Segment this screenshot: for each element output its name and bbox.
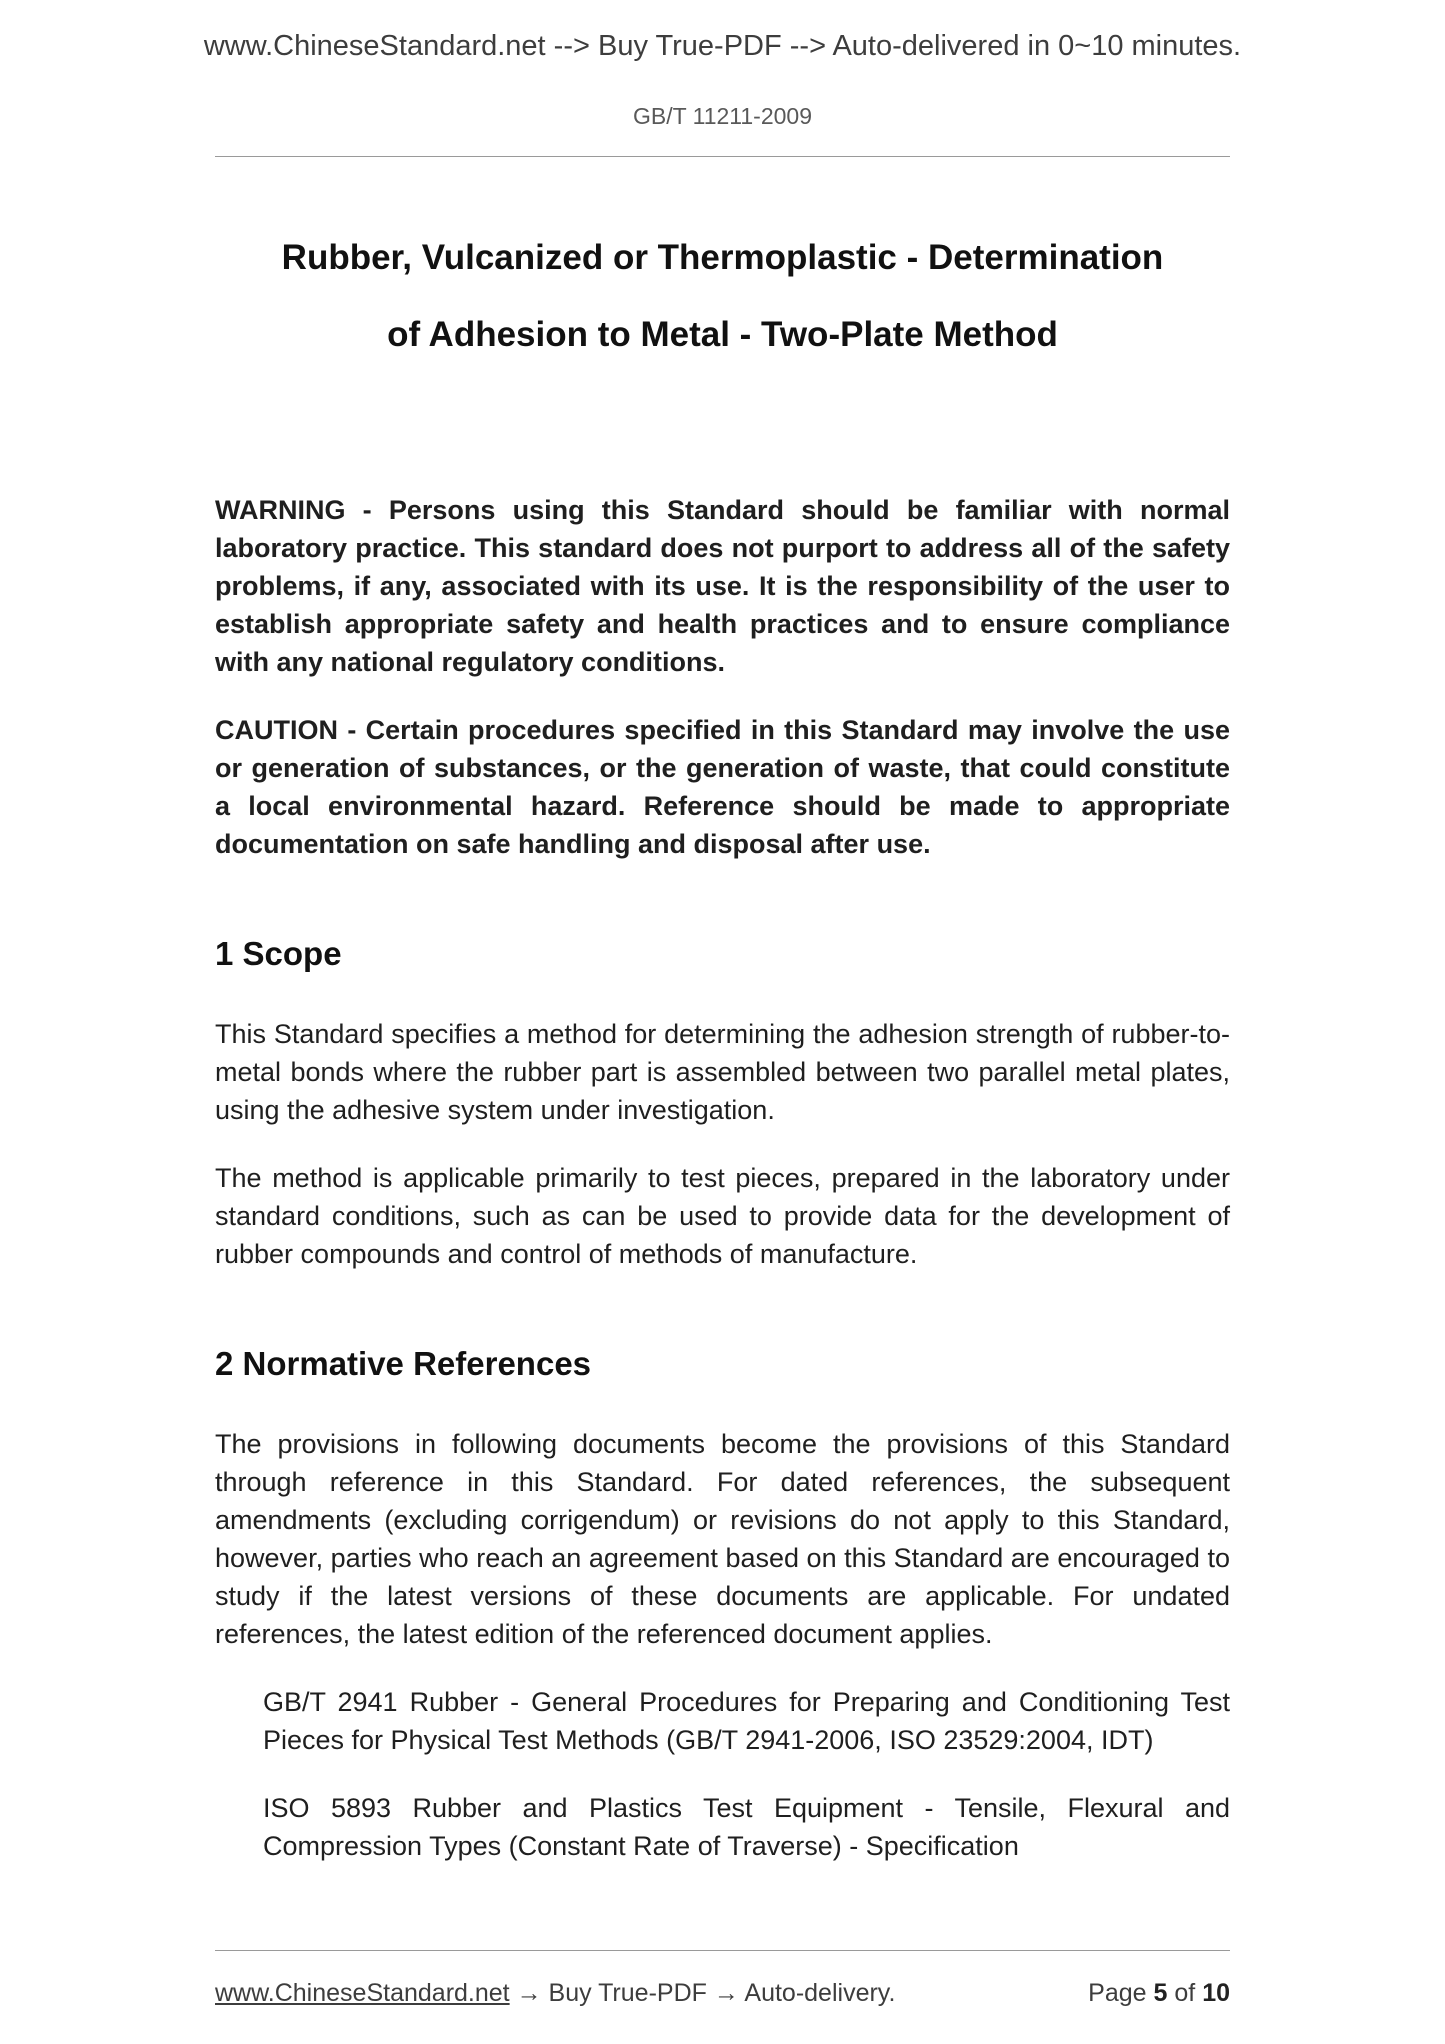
document-title-line-1: Rubber, Vulcanized or Thermoplastic - Determination	[281, 238, 1164, 277]
scope-paragraph-2: The method is applicable primarily to test pieces, prepared in the laboratory under standard conditions, such as can be used to provide data for the development of rubber compounds and control of methods of manufacture.	[215, 1163, 1230, 1269]
section-heading-normative-references: 2 Normative References	[215, 1345, 592, 1382]
header-divider	[215, 156, 1230, 157]
reference-iso-5893: ISO 5893 Rubber and Plastics Test Equipment - Tensile, Flexural and Compression Types (Constant Rate of Traverse) - Specification	[263, 1793, 1230, 1861]
document-title-line-2: of Adhesion to Metal - Two-Plate Method	[387, 315, 1058, 354]
total-page-number: 10	[1202, 1979, 1230, 2007]
footer-website-link[interactable]: www.ChineseStandard.net	[215, 1979, 510, 2007]
footer-source-tail: → Buy True-PDF → Auto-delivery.	[509, 1979, 896, 2007]
page-label: Page	[1088, 1979, 1147, 2007]
current-page-number: 5	[1153, 1979, 1168, 2007]
normative-references-paragraph: The provisions in following documents become the provisions of this Standard through reference in this Standard. For dated references, the subsequent amendments (excluding corrigendum) or revisions do not apply to this Standard, however, parties who reach an agreement based on this Standard are encouraged to study if the latest versions of these documents are applicable. For undated references, the latest edition of the referenced document applies.	[215, 1429, 1230, 1649]
of-label: of	[1174, 1979, 1196, 2007]
footer-divider	[215, 1950, 1230, 1951]
reference-gbt-2941: GB/T 2941 Rubber - General Procedures for Preparing and Conditioning Test Pieces for Physical Test Methods (GB/T 2941-2006, ISO 23529:2004, IDT)	[263, 1687, 1230, 1755]
warning-paragraph: WARNING - Persons using this Standard should be familiar with normal laboratory practice. This standard does not purport to address all of the safety problems, if any, associated with its use. It is the responsibility of the user to establish appropriate safety and health practices and to ensure compliance with any national regulatory conditions.	[215, 495, 1230, 677]
caution-paragraph: CAUTION - Certain procedures specified in this Standard may involve the use or generation of substances, or the generation of waste, that could constitute a local environmental hazard. Reference should be made to appropriate documentation on safe handling and disposal after use.	[215, 715, 1230, 859]
page-indicator	[1088, 1979, 1230, 2008]
document-title	[215, 219, 1230, 373]
scope-paragraph-1: This Standard specifies a method for determining the adhesion strength of rubber-to-metal bonds where the rubber part is assembled between two parallel metal plates, using the adhesive system under investigation.	[215, 1019, 1230, 1125]
page-footer	[0, 1950, 1445, 2008]
standard-number: GB/T 11211-2009	[632, 103, 812, 129]
page-footer-inner	[215, 1950, 1230, 2008]
footer-source	[215, 1979, 895, 2008]
page-content	[215, 156, 1230, 1865]
section-heading-scope: 1 Scope	[215, 935, 342, 972]
top-banner: www.ChineseStandard.net --> Buy True-PDF --> Auto-delivered in 0~10 minutes.	[203, 30, 1242, 62]
footer-row	[215, 1979, 1230, 2008]
